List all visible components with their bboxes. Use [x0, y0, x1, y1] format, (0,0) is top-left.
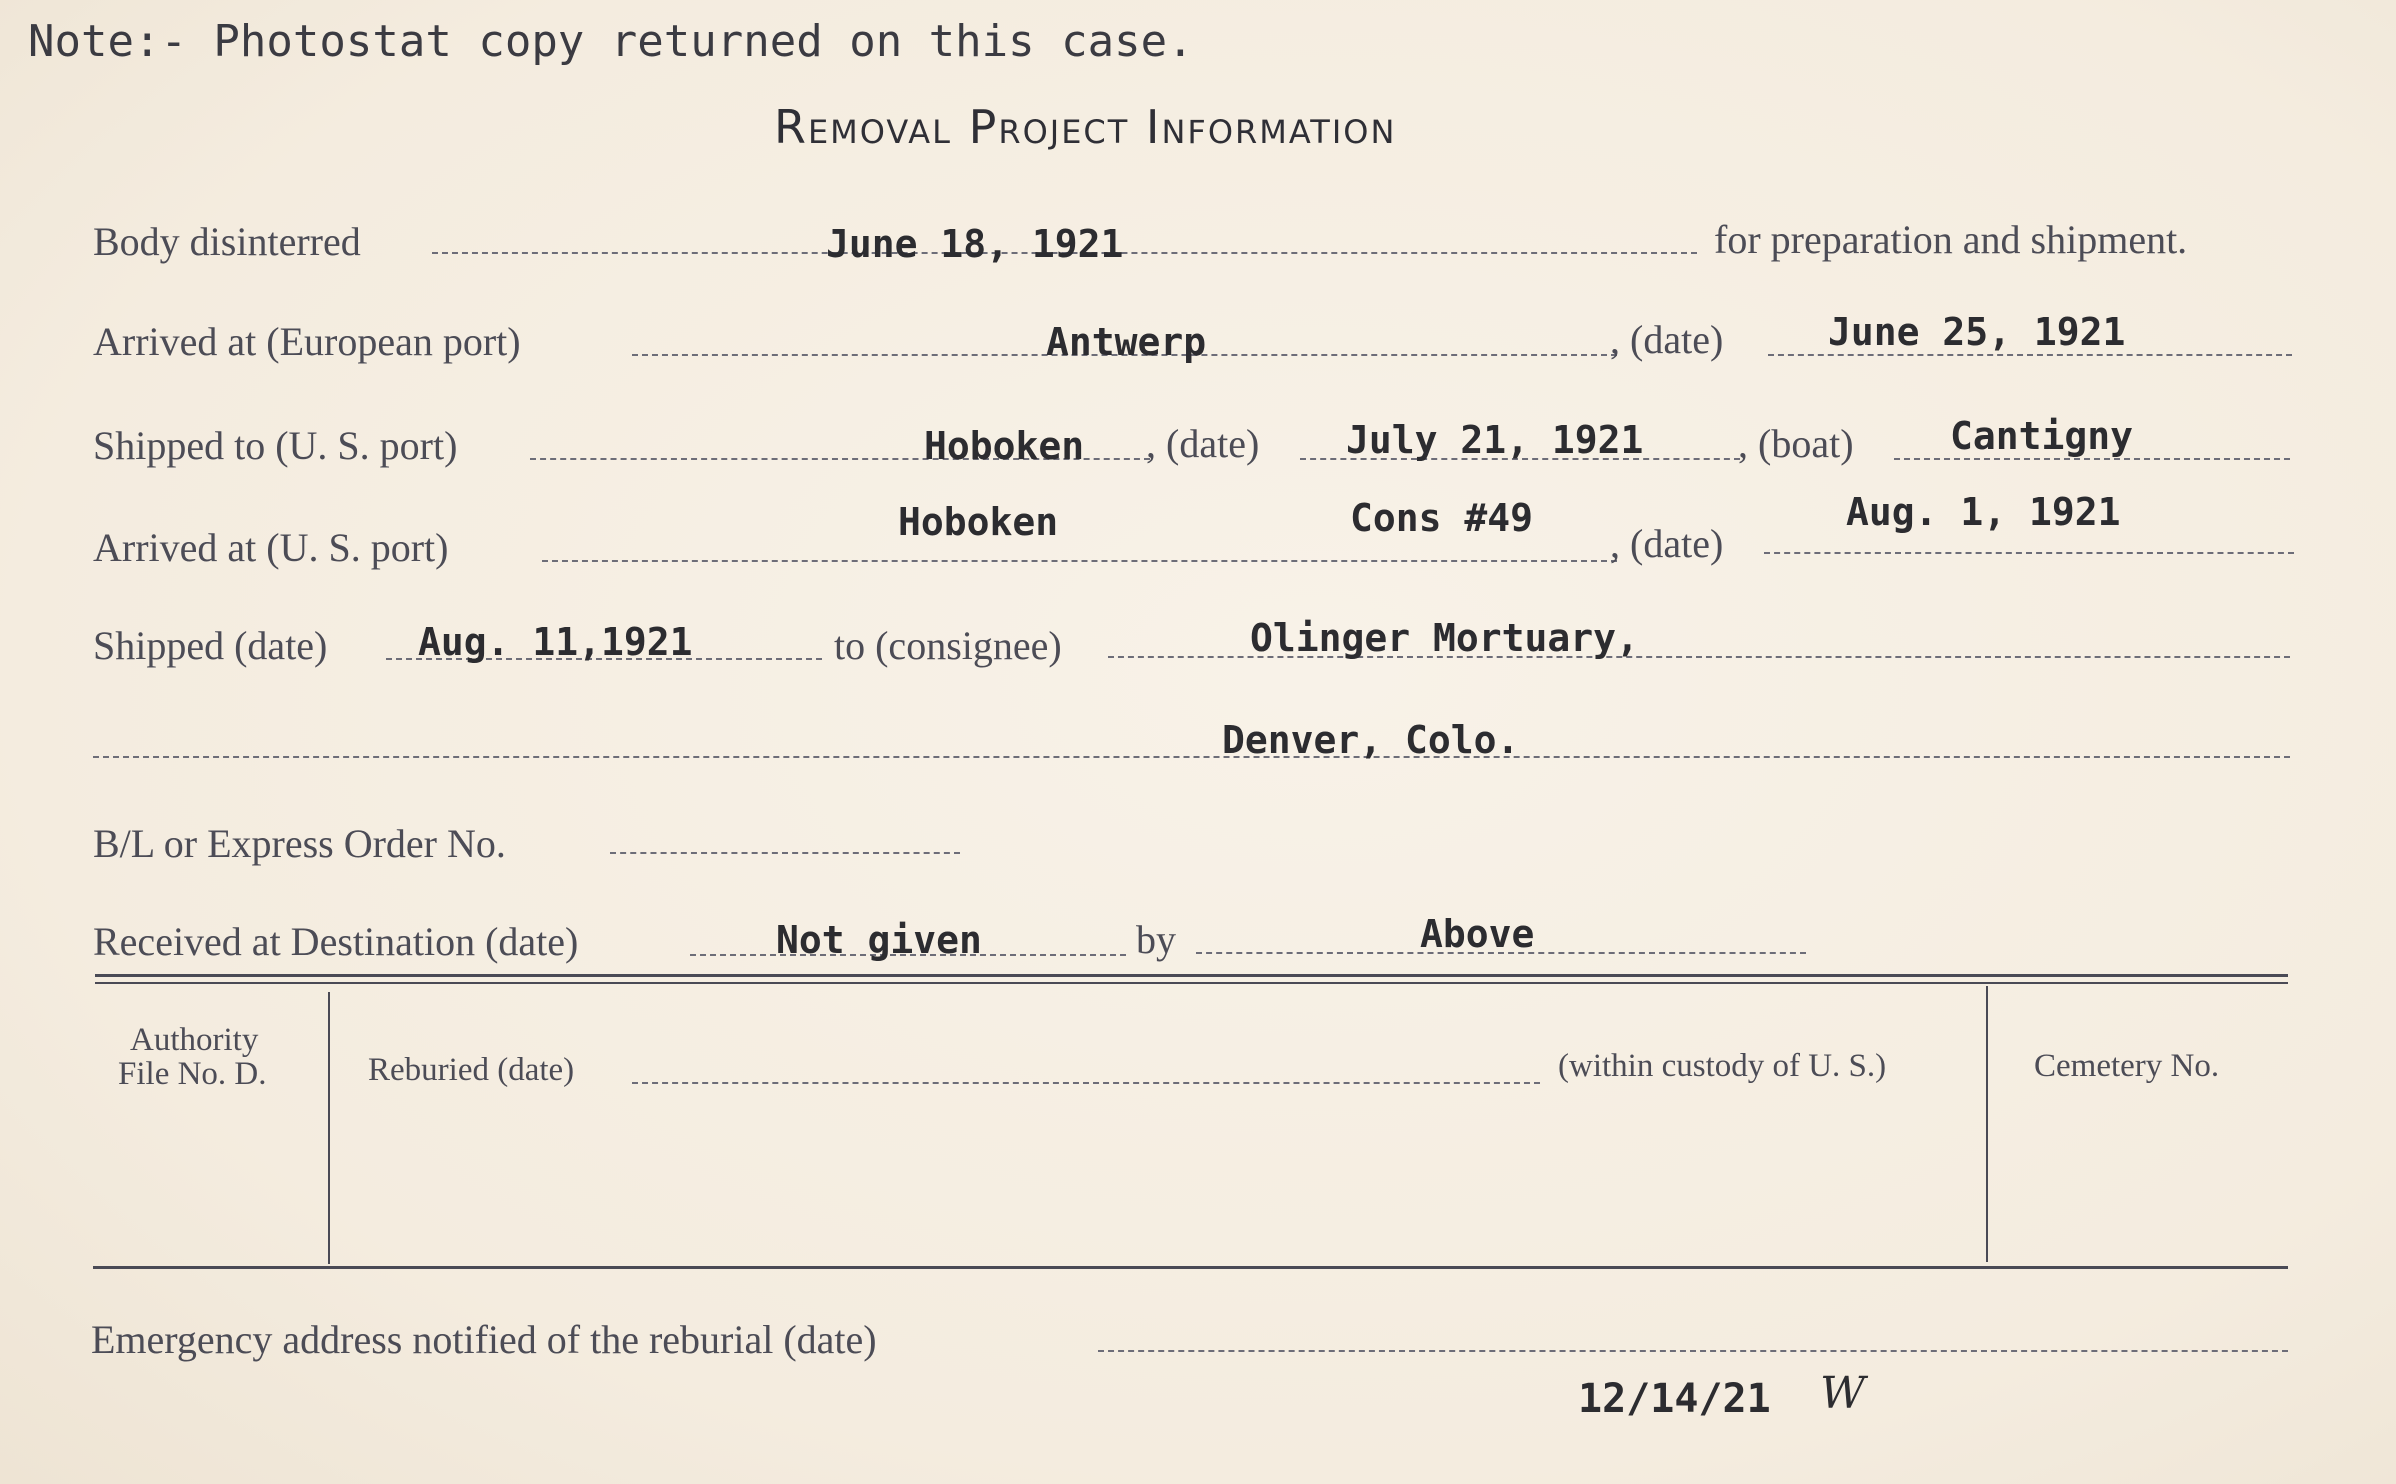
arrived-us-date-value: Aug. 1, 1921 — [1846, 490, 2121, 534]
form-title — [774, 100, 1396, 154]
emergency-date-value: 12/14/21 — [1578, 1376, 1771, 1422]
arrived-us-date-line — [1764, 552, 2294, 554]
bl-order-label: B/L or Express Order No. — [93, 821, 506, 866]
table-top-rule — [95, 974, 2288, 977]
form-title-text: Removal Project Information — [774, 100, 1397, 154]
reburied-line — [632, 1082, 1540, 1084]
authority-line2: File No. D. — [118, 1056, 267, 1092]
shipped-date-value: Aug. 11,1921 — [418, 620, 693, 664]
arrived-european-date-value: June 25, 1921 — [1828, 310, 2126, 354]
body-disinterred-suffix: for preparation and shipment. — [1714, 217, 2188, 262]
boat-value: Cantigny — [1950, 414, 2134, 458]
handwritten-initials: W — [1820, 1368, 1866, 1419]
shipped-date-row-label: Shipped (date) — [93, 623, 328, 668]
arrived-us-cons-value: Cons #49 — [1350, 496, 1534, 540]
authority-line1: Authority — [130, 1022, 259, 1058]
shipped-to-us-date-value: July 21, 1921 — [1346, 418, 1644, 462]
table-divider-right — [1986, 986, 1988, 1262]
table-divider-left — [328, 992, 330, 1264]
consignee-label: to (consignee) — [834, 623, 1062, 668]
boat-line — [1894, 458, 2290, 460]
shipped-date-label: , (date) — [1146, 421, 1260, 466]
reburied-label: Reburied (date) — [368, 1052, 575, 1088]
cemetery-no-label: Cemetery No. — [2034, 1048, 2220, 1084]
arrived-us-port-value: Hoboken — [898, 500, 1059, 544]
received-by-label: by — [1136, 917, 1176, 962]
consignee-continuation-line — [93, 756, 2290, 758]
received-date-value: Not given — [776, 918, 982, 962]
body-disinterred-value: June 18, 1921 — [826, 222, 1124, 266]
consignee-city-value: Denver, Colo. — [1222, 718, 1520, 762]
photostat-note: Note:- Photostat copy returned on this case. — [28, 16, 1194, 67]
arrived-us-label: Arrived at (U. S. port) — [93, 525, 449, 570]
custody-label: (within custody of U. S.) — [1558, 1048, 1887, 1084]
arrived-us-line — [542, 560, 1617, 562]
us-port-value: Hoboken — [924, 424, 1085, 468]
arrived-european-date-label: , (date) — [1610, 317, 1724, 362]
european-port-value: Antwerp — [1046, 320, 1207, 364]
shipped-to-us-label: Shipped to (U. S. port) — [93, 423, 458, 468]
boat-label: , (boat) — [1738, 421, 1854, 466]
arrived-european-label: Arrived at (European port) — [93, 319, 521, 364]
table-top-rule-2 — [95, 982, 2288, 984]
table-bottom-rule — [93, 1266, 2288, 1269]
body-disinterred-label: Body disinterred — [93, 219, 361, 264]
bl-order-line — [610, 852, 960, 854]
arrived-us-date-label: , (date) — [1610, 521, 1724, 566]
consignee-value: Olinger Mortuary, — [1250, 616, 1639, 660]
emergency-line — [1098, 1350, 2288, 1352]
emergency-label: Emergency address notified of the reburial (date) — [91, 1317, 877, 1362]
arrived-european-date-line — [1768, 354, 2292, 356]
received-label: Received at Destination (date) — [93, 919, 579, 964]
received-by-value: Above — [1420, 912, 1535, 956]
